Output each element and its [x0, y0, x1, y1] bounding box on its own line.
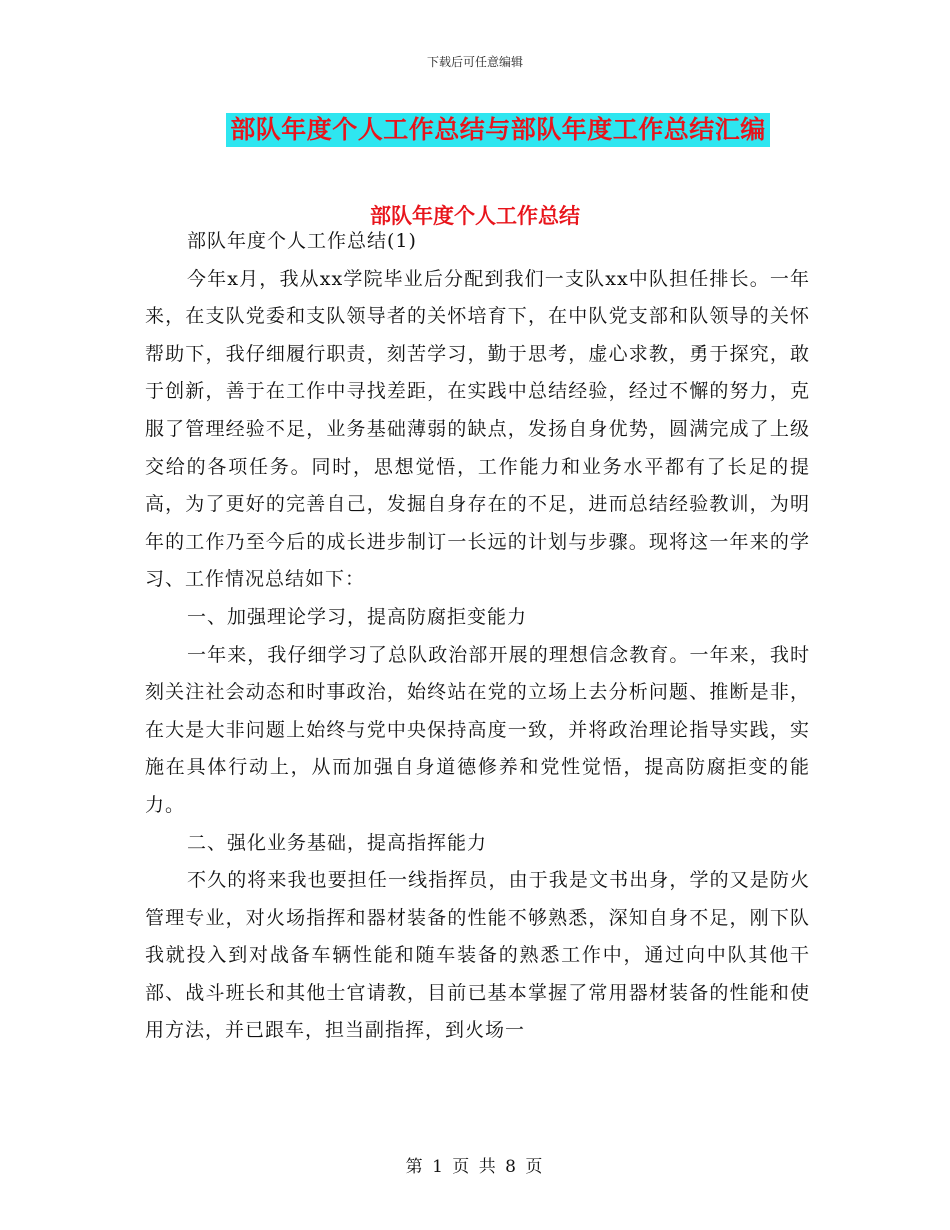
paragraph-subtitle: 部队年度个人工作总结(1): [187, 230, 417, 252]
paragraph-theory: 一年来，我仔细学习了总队政治部开展的理想信念教育。一年来，我时刻关注社会动态和时事政治，始终站在党的立场上去分析问题、推断是非，在大是大非问题上始终与党中央保持高度一致，并将政治理论指导实践，实施在具体行动上，从而加强自身道德修养和党性觉悟，提高防腐拒变的能力。: [145, 643, 810, 816]
paragraph-heading-1: 一、加强理论学习，提高防腐拒变能力: [187, 605, 528, 628]
page-footer: 第 1 页 共 8 页: [405, 1157, 545, 1177]
section-title: 部队年度个人工作总结: [370, 203, 580, 228]
paragraph-intro: 今年x月，我从xx学院毕业后分配到我们一支队xx中队担任排长。一年来，在支队党委和支队领导者的关怀培育下，在中队党支部和队领导的关怀帮助下，我仔细履行职责，刻苦学习，勤于思考，虚心求教，勇于探究，敢于创新，善于在工作中寻找差距，在实践中总结经验，经过不懈的努力，克服了管理经验不足，业务基础薄弱的缺点，发扬自身优势，圆满完成了上级交给的各项任务。同时，思想觉悟，工作能力和业务水平都有了长足的提高，为了更好的完善自己，发掘自身存在的不足，进而总结经验教训，为明年的工作乃至今后的成长进步制订一长远的计划与步骤。现将这一年来的学习、工作情况总结如下：: [145, 267, 810, 591]
paragraph-heading-2: 二、强化业务基础，提高指挥能力: [187, 831, 488, 854]
document-body: [145, 223, 810, 1050]
paragraph-business: 不久的将来我也要担任一线指挥员，由于我是文书出身，学的又是防火管理专业，对火场指挥和器材装备的性能不够熟悉，深知自身不足，刚下队我就投入到对战备车辆性能和随车装备的熟悉工作中，通过向中队其他干部、战斗班长和其他士官请教，目前已基本掌握了常用器材装备的性能和使用方法，并已跟车，担当副指挥，到火场一: [145, 869, 810, 1042]
main-title-container: [0, 113, 950, 147]
header-note: 下载后可任意编辑: [426, 55, 523, 69]
main-title: 部队年度个人工作总结与部队年度工作总结汇编: [226, 113, 770, 147]
